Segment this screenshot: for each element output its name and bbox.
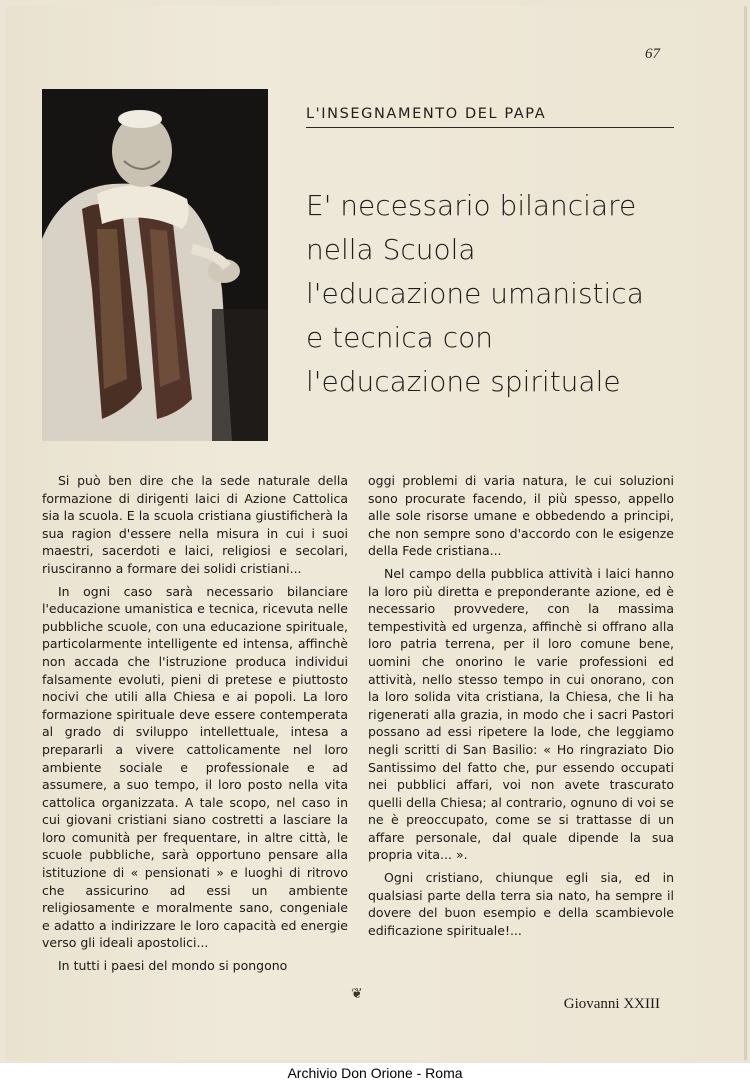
paragraph: Nel campo della pubblica attività i laici hanno la loro più diretta e preponderante azione, ed è necessario provvedere, con la massima tempestività ed urgenza, affinchè si offrano alla loro patria terrena, per il loro comune bene, uomini che onorino le varie professioni ed attività, nello stesso tempo in cui onorano, con la loro solida vita cristiana, la Chiesa, che li ha rigenerati alla grazia, in modo che i sacri Pastori possano ad essi ripetere la lode, che leggiamo negli scritti di San Basilio: « Ho ringraziato Dio Santissimo del fatto che, pur essendo occupati nei pubblici affari, voi non avete trascurato quelli della Chiesa; al contrario, ognuno di voi se ne è preoccupato, come se si trattasse di un affare personale, dal quale dipende la sua propria vita... ». [368, 565, 674, 863]
paragraph: In ogni caso sarà necessario bilanciare l'educazione umanistica e tecnica, ricevuta nelle pubbliche scuole, con una educazione spirituale, particolarmente intelligente ed intensa, affinchè non accada che l'istruzione produca individui falsamente evoluti, pieni di pretese e piuttosto nocivi che utili alla Chiesa e ai popoli. La loro formazione spirituale deve essere contemperata al grado di sviluppo intellettuale, intesa a prepararli a vivere cattolicamente nel loro ambiente sociale e professionale e ad assumere, a suo tempo, il loro posto nella vita cattolica organizzata. A tale scopo, nel caso in cui giovani cristiani siano costretti a lasciare la loro comunità per frequentare, in altre città, le scuole pubbliche, sarà opportuno pensare alla istituzione di « pensionati » e luoghi di ritrovo che assicurino ad essi un ambiente religiosamente e moralmente sano, congeniale e adatto a indirizzare le loro capacità ed energie verso gli ideali apostolici... [42, 583, 348, 951]
left-text-column [42, 472, 348, 975]
right-text-column [368, 472, 674, 939]
ornament-icon: ❦ [351, 987, 363, 1002]
section-label: L'INSEGNAMENTO DEL PAPA [306, 106, 674, 128]
page-number: 67 [645, 46, 660, 62]
pope-photo [42, 89, 268, 441]
headline-line: E' necessario bilanciare [306, 189, 637, 222]
author-signature: Giovanni XXIII [563, 996, 660, 1012]
article-headline [306, 184, 696, 404]
magazine-page [6, 6, 747, 1060]
headline-line: l'educazione umanistica [306, 277, 644, 310]
pope-figure-image [42, 89, 268, 441]
paragraph: In tutti i paesi del mondo si pongono [58, 958, 288, 974]
archive-footer: Archivio Don Orione - Roma [287, 1065, 463, 1081]
paragraph: Si può ben dire che la sede naturale della formazione di dirigenti laici di Azione Cattolica sia la scuola. E la scuola cristiana giustificherà la sua ragion d'essere nella misura in cui i suoi maestri, sacerdoti e laici, religiosi e secolari, riusciranno a formare dei solidi cristiani... [42, 473, 348, 576]
headline-line: l'educazione spirituale [306, 365, 621, 398]
paragraph: Ogni cristiano, chiunque egli sia, ed in qualsiasi parte della terra sia nato, ha sempre il dovere del buon esempio e della scambievole edificazione spirituale!... [368, 870, 674, 938]
headline-line: nella Scuola [306, 233, 476, 266]
headline-line: e tecnica con [306, 321, 493, 354]
paragraph: oggi problemi di varia natura, le cui soluzioni sono procurate facendo, il più spesso, appello alle sole risorse umane e obbedendo a principi, che non sempre sono d'accordo con le esigenze della Fede cristiana... [368, 473, 674, 559]
